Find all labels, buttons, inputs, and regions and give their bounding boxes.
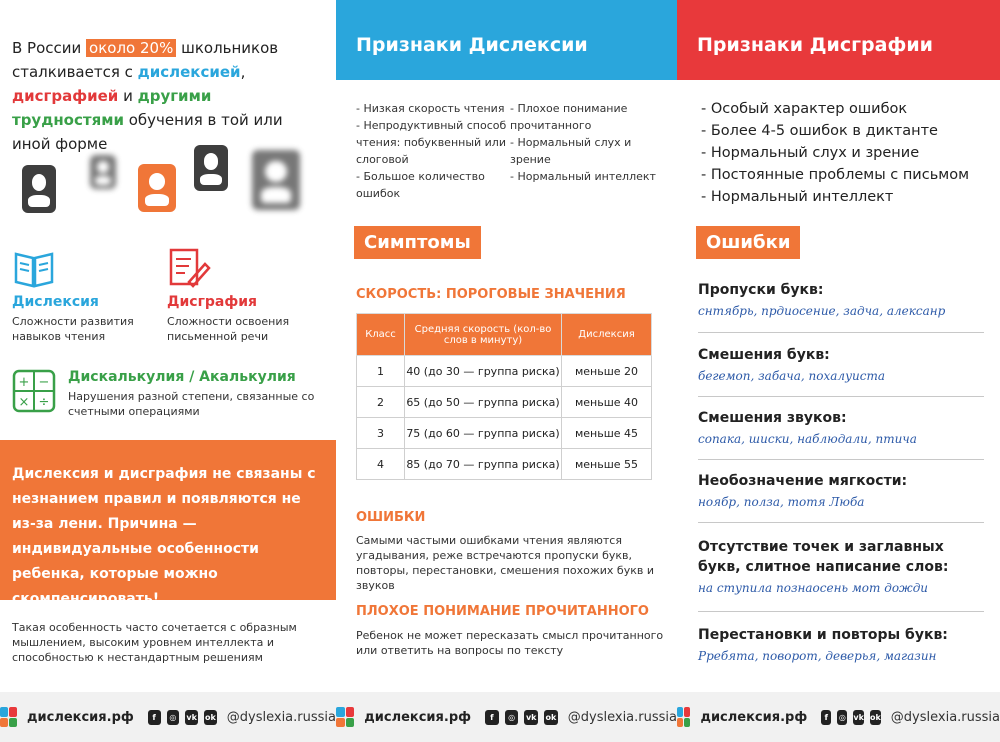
odnoklassniki-icon[interactable]: ok [544,710,558,725]
error-example: сопака, шиски, наблюдали, птича [698,432,917,446]
table-cell: 1 [357,356,405,387]
error-type [698,408,986,446]
student-avatar-icon [252,150,300,210]
category-title: Дислексия [12,294,99,310]
errors-section-title: ОШИБКИ [356,510,426,525]
table-cell: меньше 45 [562,418,652,449]
category-title: Дисграфия [167,294,258,310]
facebook-icon[interactable]: f [485,710,499,725]
errors-tag: Ошибки [696,226,800,259]
dysgraphia-panel [677,0,1000,742]
table-row [357,418,652,449]
footer [0,692,336,742]
error-example: на ступила познаосень мот дожди [698,581,929,595]
odnoklassniki-icon[interactable]: ok [204,710,217,725]
dyslexia-signs-right [510,100,660,185]
dysgraphia-signs [701,98,969,208]
footer [336,692,677,742]
sign-item: - Низкая скорость чтения [356,102,505,115]
table-cell: 75 (до 60 — группа риска) [405,418,562,449]
category-title: Дискалькулия / Акалькулия [68,369,296,385]
sign-item: - Нормальный слух и зрение [510,136,632,166]
error-title: Необозначение мягкости: [698,473,908,489]
intro-part: обучения в той или иной форме [12,111,283,153]
category-desc: Сложности освоения письменной речи [167,315,290,343]
intro-part: , [240,63,246,81]
dysgraphia-header: Признаки Дисграфии [677,0,1000,80]
category-dyscalculia [12,369,322,419]
facebook-icon[interactable]: f [148,710,161,725]
divider [698,611,984,612]
divider [698,522,984,523]
logo-icon [0,707,17,727]
vk-icon[interactable]: vk [185,710,198,725]
divider [698,332,984,333]
sign-item: - Нормальный интеллект [701,189,894,205]
dyslexia-panel [336,0,677,742]
sign-item: - Большое количество ошибок [356,170,485,200]
sign-item: - Особый характер ошибок [701,101,908,117]
error-type [698,537,986,595]
svg-text:×: × [18,395,30,410]
error-type [698,345,986,383]
error-type [698,471,986,509]
category-desc: Сложности развития навыков чтения [12,315,134,343]
sign-item: - Постоянные проблемы с письмом [701,167,970,183]
instagram-icon[interactable]: ◎ [837,710,847,725]
table-cell: меньше 20 [562,356,652,387]
error-example: Рребята, поворот, деверья, магазин [698,649,937,663]
footer [677,692,1000,742]
social-handle[interactable]: @dyslexia.russia [226,709,336,725]
svg-text:+: + [18,375,30,390]
category-desc: Нарушения разной степени, связанные со счетными операциями [68,390,315,418]
logo-icon [336,707,354,727]
logo-icon [677,707,690,727]
table-cell: 2 [357,387,405,418]
sign-item: - Нормальный слух и зрение [701,145,920,161]
error-title: Смешения звуков: [698,410,847,426]
facebook-icon[interactable]: f [821,710,831,725]
calculator-icon [12,369,56,413]
student-avatar-icon [90,155,116,189]
table-header: Средняя скорость (кол-во слов в минуту) [405,314,562,356]
speed-section-title: СКОРОСТЬ: ПОРОГОВЫЕ ЗНАЧЕНИЯ [356,287,626,302]
social-handle[interactable]: @dyslexia.russia [890,709,1000,725]
table-cell: 40 (до 30 — группа риска) [405,356,562,387]
category-dysgraphia [167,246,317,344]
table-header-row [357,314,652,356]
site-link[interactable]: дислексия.рф [700,709,808,725]
sign-item: - Нормальный интеллект [510,170,656,183]
instagram-icon[interactable]: ◎ [505,710,519,725]
table-cell: 85 (до 70 — группа риска) [405,449,562,480]
error-title: Пропуски букв: [698,282,824,298]
svg-text:÷: ÷ [38,395,50,410]
table-header: Класс [357,314,405,356]
dyslexia-signs-left [356,100,511,202]
odnoklassniki-icon[interactable]: ok [870,710,881,725]
table-cell: меньше 40 [562,387,652,418]
vk-icon[interactable]: vk [524,710,538,725]
footnote: Такая особенность часто сочетается с образным мышлением, высоким уровнем интеллекта и способностью к нестандартным решениям [12,621,297,664]
error-type [698,625,986,663]
symptoms-tag: Симптомы [354,226,481,259]
speed-table [356,313,652,480]
table-row [357,387,652,418]
errors-paragraph: Самыми частыми ошибками чтения являются угадывания, реже встречаются пропуски букв, повторы, перестановки, смешения похожих букв и звуков [356,534,654,592]
table-cell: меньше 55 [562,449,652,480]
social-handle[interactable]: @dyslexia.russia [567,709,677,725]
intro-panel [0,0,336,742]
intro-part: школьников сталкивается с [12,39,279,81]
table-header: Дислексия [562,314,652,356]
table-row [357,356,652,387]
error-title: Перестановки и повторы букв: [698,627,948,643]
intro-part: и [118,87,138,105]
error-example: снтябрь, прдиосение, задча, алексанр [698,304,946,318]
divider [698,459,984,460]
sign-item: - Непродуктивный способ чтения: побуквенный или слоговой [356,119,507,166]
intro-text [12,36,312,156]
error-title: Смешения букв: [698,347,830,363]
student-avatar-icon [138,164,176,212]
student-avatar-icon [22,165,56,213]
comprehension-paragraph: Ребенок не может пересказать смысл прочитанного или ответить на вопросы по тексту [356,629,664,657]
category-dyslexia [12,246,152,344]
site-link[interactable]: дислексия.рф [27,709,134,725]
svg-text:−: − [38,375,50,390]
instagram-icon[interactable]: ◎ [167,710,180,725]
vk-icon[interactable]: vk [853,710,864,725]
divider [698,396,984,397]
error-example: ноябр, полза, тотя Люба [698,495,865,509]
comprehension-section-title: ПЛОХОЕ ПОНИМАНИЕ ПРОЧИТАННОГО [356,604,649,619]
book-icon [12,246,56,290]
intro-part: В России [12,39,87,57]
dyslexia-word: дислексией [137,63,241,81]
table-cell: 65 (до 50 — группа риска) [405,387,562,418]
error-type [698,280,986,318]
table-cell: 3 [357,418,405,449]
sign-item: - Плохое понимание прочитанного [510,102,628,132]
student-avatar-icon [194,145,228,191]
other-difficulties-word: другими трудностями [12,87,212,129]
error-example: бегемоп, забача, похалуиста [698,369,886,383]
percent-highlight: около 20% [86,39,176,57]
error-title: Отсутствие точек и заглавных букв, слитное написание слов: [698,539,949,575]
key-message: Дислексия и дисграфия не связаны с незнанием правил и появляются не из-за лени. Причина — индивидуальные особенности ребенка, которые можно скомпенсировать! [0,440,336,600]
table-row [357,449,652,480]
dyslexia-header: Признаки Дислексии [336,0,677,80]
pencil-document-icon [167,246,211,290]
table-cell: 4 [357,449,405,480]
dysgraphia-word: дисграфией [12,87,119,105]
sign-item: - Более 4-5 ошибок в диктанте [701,123,938,139]
site-link[interactable]: дислексия.рф [364,709,472,725]
